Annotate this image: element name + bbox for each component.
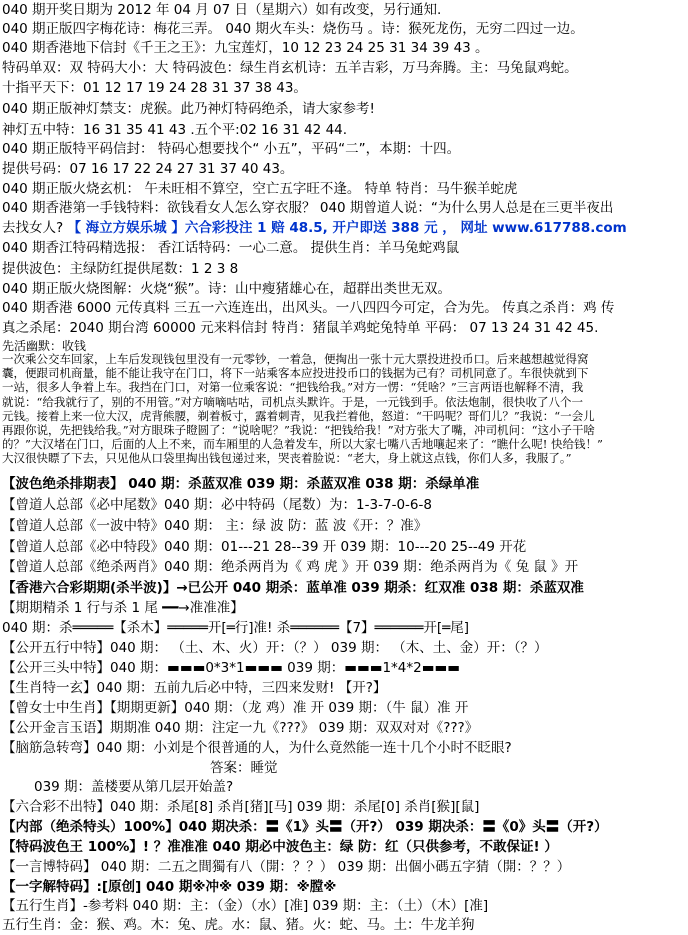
story-line: 大汉很快瞟了下去，只见他从口袋里掏出钱包递过来，哭丧着脸说：“老大，身上就这点钱，你们人多，我服了。” (2, 451, 572, 466)
text-line: 040 期香港第一手钱特料：欲钱看女人怎么穿衣服？ 040 期曾道人说：“为什么男人总是在三更半夜出 (2, 200, 614, 216)
ad-line-prefix: 去找女人? (2, 220, 64, 236)
text-line: 【公开五行中特】040 期： （土、木、火）开：（？） 039 期： （木、土、金）开：（？） (2, 640, 548, 656)
text-line: 040 期正版火烧玄机： 午未旺相不算空，空亡五字旺不逢。 特单 特肖：马牛猴羊蛇虎 (2, 181, 518, 197)
text-line: 【公开金言玉语】期期准 040 期：注定一九《???》 039 期：双双对对《???》 (2, 720, 479, 736)
text-line: 【波色绝杀排期表】 040 期：杀蓝双准 039 期：杀蓝双准 038 期：杀绿单准 (2, 476, 480, 492)
story-line: 元钱。接着上来一位大汉，虎背熊腰，剃着板寸，露着刺青，见我拦着他，怒道：“干吗呢？哥们儿？”我说：“一会儿 (2, 408, 595, 423)
text-line: 答案：睡觉 (210, 760, 278, 776)
ad-line (2, 218, 627, 238)
text-line: 040 期正版特平码信封： 特码心想要找个“ 小五”，平码“二”，本期：十四。 (2, 141, 461, 157)
text-line: 【曾女士中生肖】【期期更新】040 期：（龙 鸡）准 开 039 期：（牛 鼠）准 开 (2, 700, 469, 716)
story-line: 囊，便跟司机商量，能不能让我守在门口，将下一站乘客本应投进投币口的钱据为己有？司机同意了。车很快就到下 (2, 366, 589, 381)
text-line: 【期期精杀 1 行与杀 1 尾 ━━→准准准】 (2, 600, 244, 616)
text-line: 【特码波色王 100%】! ？准准准 040 期必中波色主：绿 防：红（只供参考，不敢保证! ） (2, 839, 558, 855)
story-line: 一次乘公交车回家，上车后发现钱包里没有一元零钞，一着急，便掏出一张十元大票投进投币口。后来越想越觉得窝 (2, 352, 589, 366)
text-line: 先活幽默：收钱 (2, 339, 87, 353)
text-line: 040 期正版火烧图解：火烧“猴”。诗：山中瘦猪雄心在，超群出类世无双。 (2, 281, 452, 297)
text-line: 【一言博特码】 040 期：二五之間獨有八（開：？？） 039 期：出個小碼五字猜（開：？？） (2, 859, 571, 875)
text-line: 十指平天下：01 12 17 19 24 28 31 37 38 43。 (2, 80, 307, 96)
casino-ad-link[interactable]: 【 海立方娱乐城 】六合彩投注 1 赔 48.5, 开户即送 388 元 ， 网址 www.617788.com (67, 220, 627, 236)
text-line: 040 期正版四字梅花诗：梅花三弄。 040 期火车头：烧伤马 。诗：猴死龙伤，无穷二四过一边。 (2, 21, 584, 37)
humor-story (2, 352, 685, 466)
text-line: 040 期香港 6000 元传真料 三五一六连连出，出风头。一八四四今可定，合为先。 传真之杀肖：鸡 传 (2, 300, 615, 316)
text-line: 特码单双：双 特码大小：大 特码波色：绿生肖玄机诗：五羊吉彩，万马奔腾。主：马兔鼠鸡蛇。 (2, 60, 578, 76)
text-line: 五行生肖：金：猴、鸡。木：兔、虎。水：鼠、猪。火：蛇、马。土：牛龙羊狗 (2, 917, 475, 933)
text-line: 【曾道人总部《必中特段》040 期：01---21 28--39 开 039 期：10---20 25--49 开花 (2, 539, 527, 555)
text-line: 040 期正版神灯禁支：虎猴。此乃神灯特码绝杀，请大家参考! (2, 101, 375, 117)
text-line: 提供波色：主绿防红提供尾数：1 2 3 8 (2, 261, 239, 277)
text-line: 提供号码：07 16 17 22 24 27 31 37 40 43。 (2, 161, 294, 177)
text-line: 040 期香港地下信封《千王之王》：九宝莲灯，10 12 23 24 25 31 34 39 43 。 (2, 40, 489, 56)
text-line: 【一字解特码】:[原创] 040 期※冲※ 039 期：※膛※ (2, 879, 337, 895)
text-line: 【六合彩不出特】040 期：杀尾[8] 杀肖[猪][马] 039 期：杀尾[0] 杀肖[猴][鼠] (2, 799, 480, 815)
text-line: 040 期：杀═════【杀木】═════开[═行]准! 杀══════【7】══════开[═尾] (2, 620, 469, 636)
story-line: 的？”大汉堵在门口，后面的人上不来，而车厢里的人急着发车，所以大家七嘴八舌地嚷起来了：“瞧什么呢! 快给钱！” (2, 437, 603, 452)
text-line: 【生肖特一玄】040 期：五前九后必中特，三四来发财! 【开?】 (2, 680, 387, 696)
story-line: 一站，很多人争着上车。我挡在门口，对第一位乘客说：“把钱给我。”对方一愣：“凭啥？”三言两语也解释不清，我 (2, 380, 584, 395)
story-line: 就说：“给我就行了，别的不用管。”对方嘀嘀咕咕，司机点头默许。于是，一元钱到手。依法炮制，很快收了八个一 (2, 394, 584, 409)
text-line: 神灯五中特：16 31 35 41 43 .五个平:02 16 31 42 44. (2, 122, 348, 138)
story-line: 再跟你说，先把钱给我。”对方眼珠子瞪圆了：“说啥呢？”我说：“把钱给我！”对方张大了嘴，冲司机问：“这小子干啥 (2, 423, 596, 438)
text-line: 【曾道人总部《绝杀两肖》040 期：绝杀两肖为《 鸡 虎 》开 039 期：绝杀两肖为《 兔 鼠 》开 (2, 559, 579, 575)
text-line: 039 期：盖楼要从第几层开始盖? (34, 779, 234, 795)
text-line: 【内部（绝杀特头）100%】040 期决杀：〓《1》头〓（开?） 039 期决杀：〓《0》头〓（开?） (2, 819, 608, 835)
text-line: 【公开三头中特】040 期：▬▬▬0*3*1▬▬▬ 039 期：▬▬▬1*4*2▬▬▬ (2, 660, 461, 676)
text-line: 040 期香江特码精选报： 香江话特码：一心二意。 提供生肖：羊马兔蛇鸡鼠 (2, 240, 460, 256)
text-line: 040 期开奖日期为 2012 年 04 月 07 日（星期六）如有改变，另行通知. (2, 2, 442, 18)
text-line: 真之杀尾：2040 期台湾 60000 元来料信封 特肖：猪鼠羊鸡蛇兔特单 平码： 07 13 24 31 42 45. (2, 320, 599, 336)
text-line: 【香港六合彩期期(杀半波)】→已公开 040 期杀：蓝单准 039 期杀：红双准 038 期：杀蓝双准 (2, 580, 584, 596)
text-line: 【曾道人总部《必中尾数》040 期：必中特码（尾数）为：1-3-7-0-6-8 (2, 497, 432, 513)
text-line: 【五行生肖】-参考料 040 期：主：（金）（水）[准] 039 期：主：（土）（木）[准] (2, 898, 489, 914)
text-line: 【脑筋急转弯】040 期：小刘是个很普通的人，为什么竟然能一连十几个小时不眨眼? (2, 740, 512, 756)
text-line: 【曾道人总部《一波中特》040 期： 主：绿 波 防：蓝 波《开：？准》 (2, 518, 428, 534)
